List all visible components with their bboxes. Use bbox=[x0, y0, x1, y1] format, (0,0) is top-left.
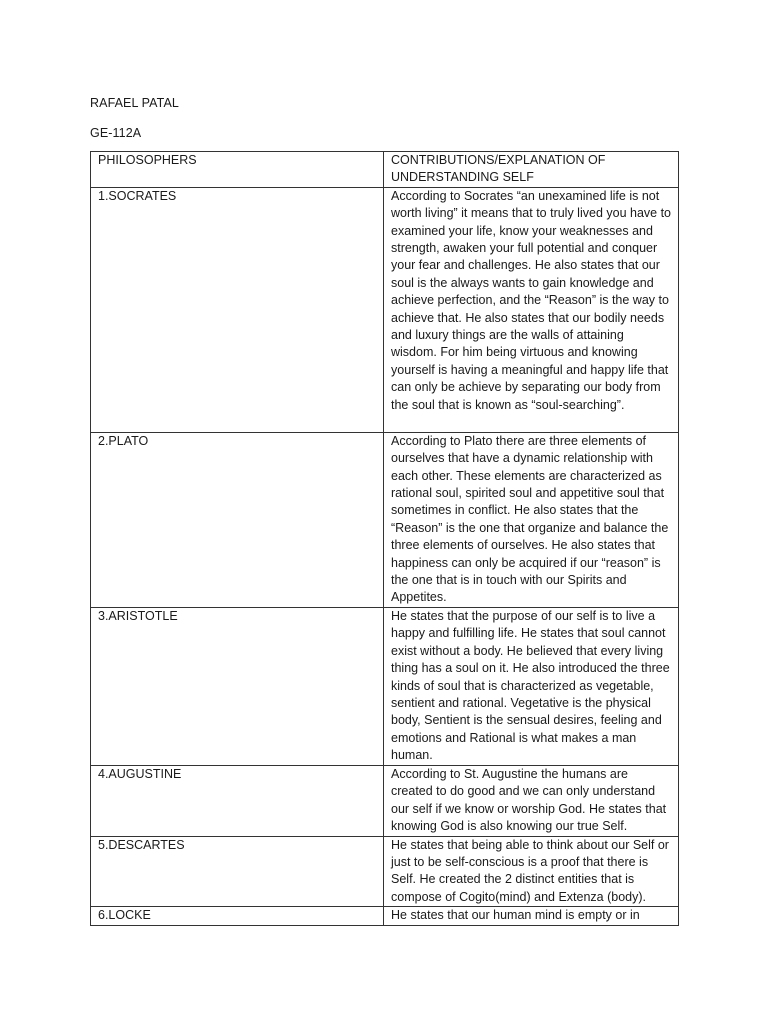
table-row bbox=[91, 432, 679, 607]
table-row bbox=[91, 907, 679, 925]
philosopher-cell: 1.SOCRATES bbox=[91, 187, 384, 432]
table-header-row bbox=[91, 152, 679, 188]
contribution-cell: He states that our human mind is empty or in bbox=[384, 907, 679, 925]
philosopher-cell: 6.LOCKE bbox=[91, 907, 384, 925]
contribution-cell: According to St. Augustine the humans are created to do good and we can only understand our self if we know or worship God. He states that knowing God is also knowing our true Self. bbox=[384, 765, 679, 836]
header-philosophers: PHILOSOPHERS bbox=[91, 152, 384, 188]
contribution-cell: According to Plato there are three elements of ourselves that have a dynamic relationship with each other. These elements are characterized as rational soul, spirited soul and appetitive soul that sometimes in conflict. He also states that the “Reason” is the one that organize and balance the three elements of ourselves. He also states that happiness can only be acquired if our “reason” is the one that is in touch with our Spirits and Appetites. bbox=[384, 432, 679, 607]
table-row bbox=[91, 765, 679, 836]
contribution-cell: He states that being able to think about our Self or just to be self-conscious is a proof that there is Self. He created the 2 distinct entities that is compose of Cogito(mind) and Extenza (body). bbox=[384, 836, 679, 907]
contribution-cell: He states that the purpose of our self is to live a happy and fulfilling life. He states that soul cannot exist without a body. He believed that every living thing has a soul on it. He also introduced the three kinds of soul that is characterized as vegetable, sentient and rational. Vegetative is the physical body, Sentient is the sensual desires, feeling and emotions and Rational is what makes a man human. bbox=[384, 607, 679, 765]
table-row bbox=[91, 607, 679, 765]
student-name: RAFAEL PATAL bbox=[90, 96, 179, 110]
course-code: GE-112A bbox=[90, 126, 142, 140]
table-row bbox=[91, 187, 679, 432]
philosopher-cell: 5.DESCARTES bbox=[91, 836, 384, 907]
header-contributions: CONTRIBUTIONS/EXPLANATION OF UNDERSTANDING SELF bbox=[384, 152, 679, 188]
contribution-cell: According to Socrates “an unexamined life is not worth living” it means that to truly lived you have to examined your life, know your weaknesses and strength, awaken your full potential and conquer your fear and challenges. He also states that our soul is the always wants to gain knowledge and achieve perfection, and the “Reason” is the way to achieve that. He also states that our bodily needs and luxury things are the walls of attaining wisdom. For him being virtuous and knowing yourself is having a meaningful and happy life that can only be achieve by separating our body from the soul that is known as “soul-searching”. bbox=[384, 187, 679, 432]
philosopher-cell: 3.ARISTOTLE bbox=[91, 607, 384, 765]
philosopher-cell: 4.AUGUSTINE bbox=[91, 765, 384, 836]
philosophers-table bbox=[90, 151, 679, 926]
philosopher-cell: 2.PLATO bbox=[91, 432, 384, 607]
table-row bbox=[91, 836, 679, 907]
